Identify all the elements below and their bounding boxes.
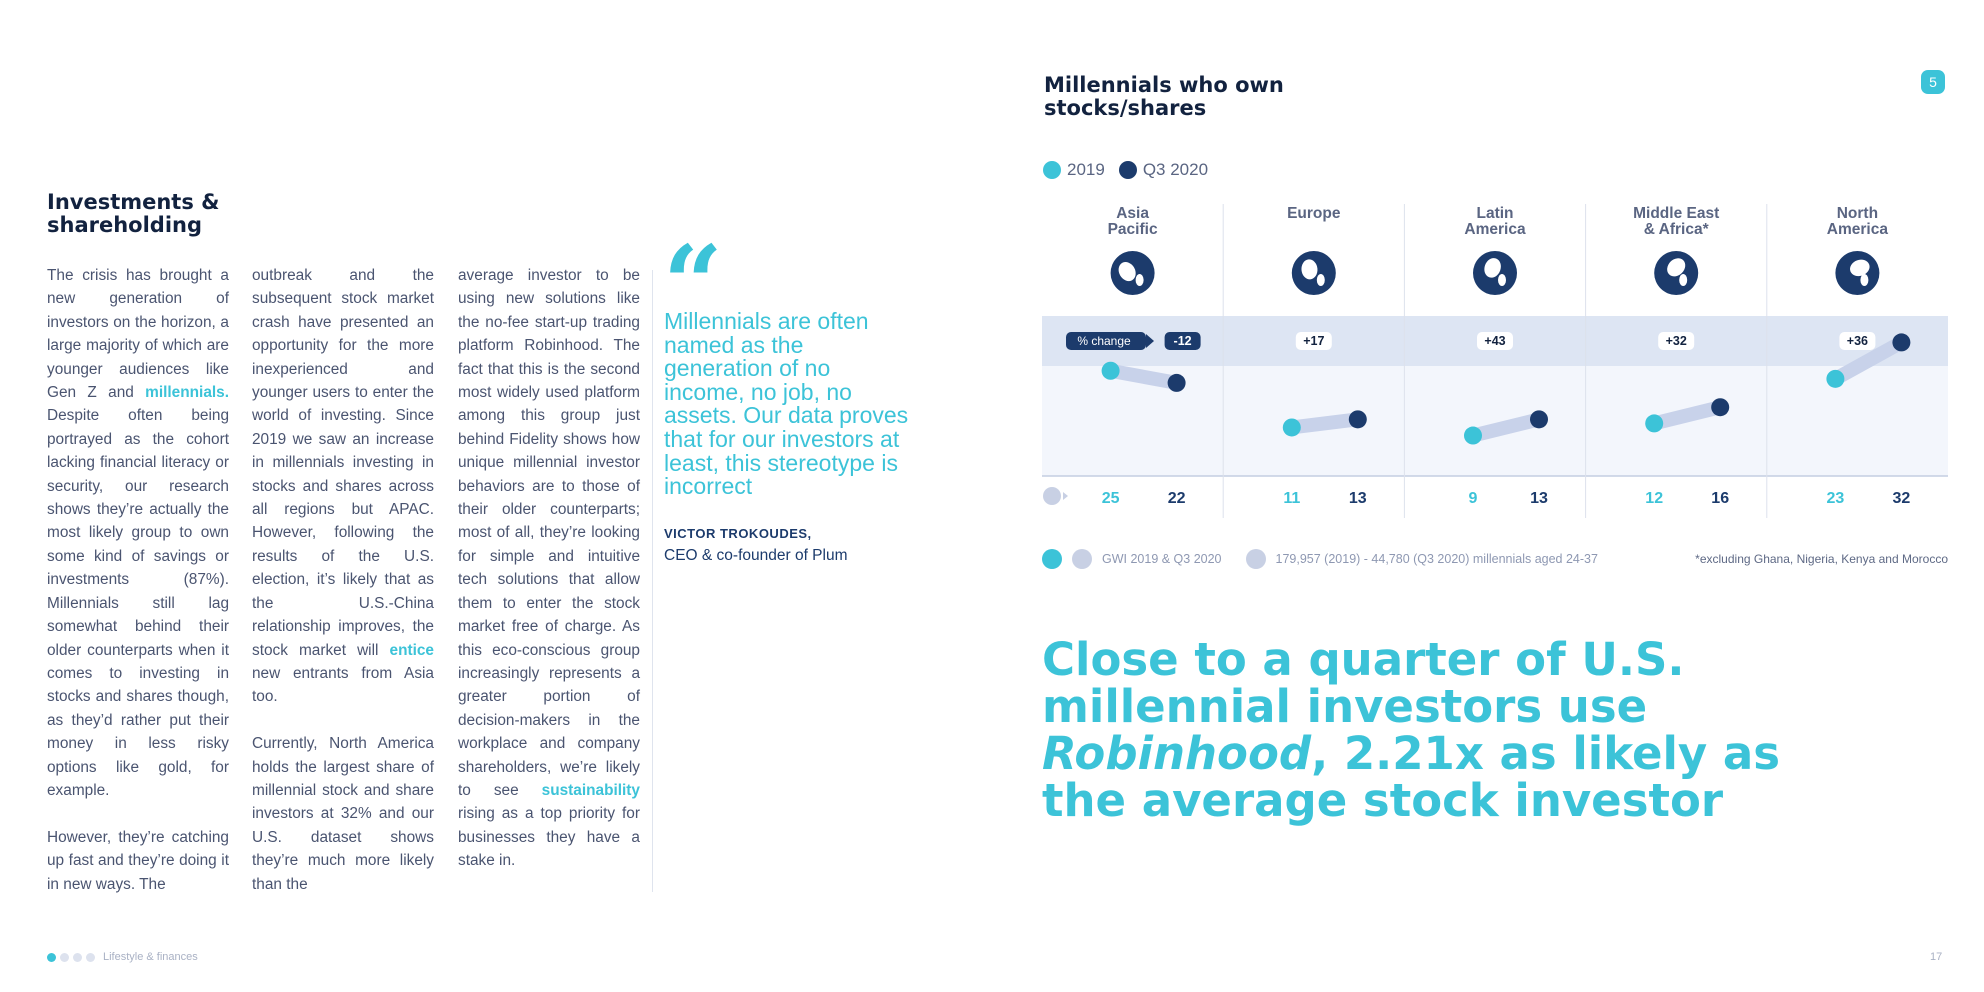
chart-notes [1042,549,1948,569]
region-label: Europe [1287,205,1341,222]
value-unit-icon [1043,487,1061,505]
body-column-1 [47,264,229,896]
continent-shape [1136,274,1144,286]
highlight-word: sustainability [541,781,640,799]
dumbbell-bar [1292,419,1358,427]
region-label: America [1826,221,1888,238]
text: The crisis has brought a new generation of investors on the horizon, a large majority of which are younger audiences like Gen Z and [47,267,229,402]
paragraph [458,264,640,873]
region-label: Latin [1476,205,1514,222]
paragraph [252,264,434,709]
body-column-3 [458,264,640,873]
progress-dot [73,953,82,962]
value-label-2019: 11 [1283,490,1301,507]
text: rising as a top priority for businesses they have a stake in. [458,805,640,870]
progress-dot [60,953,69,962]
point-q3-2020 [1892,333,1910,351]
base-text: 179,957 (2019) - 44,780 (Q3 2020) millennials aged 24-37 [1275,552,1598,566]
body-column-2 [252,264,434,896]
chart-legend [1043,160,1222,180]
value-label-q3-2020: 32 [1892,490,1911,507]
point-2019 [1283,418,1301,436]
change-value: +17 [1303,334,1325,348]
page-number: 17 [1930,951,1943,963]
region-label: America [1464,221,1526,238]
change-value: -12 [1173,334,1192,348]
point-q3-2020 [1711,398,1729,416]
point-2019 [1464,427,1482,445]
region-label: Middle East [1633,205,1720,222]
highlight-word: entice [389,641,434,659]
region-label: North [1836,205,1879,222]
value-label-q3-2020: 16 [1711,490,1730,507]
text: new entrants from Asia too. [252,664,434,706]
headline-part: Close to a quarter of U.S. millennial investors use [1042,633,1685,733]
legend-label: Q3 2020 [1142,160,1209,179]
text: Despite often being portrayed as the cohort lacking financial literacy or security, our research shows they’re actually the most likely group to own some kind of savings or investments (87%). Millennials still lag somewhat behind their older counterparts when it comes to investing in stocks and shares though, as they’d rather put their money in less risky options like gold, for example. [47,407,229,799]
value-label-2019: 25 [1101,490,1120,507]
point-2019 [1826,370,1844,388]
point-q3-2020 [1168,374,1186,392]
paragraph: However, they’re catching up fast and they’re doing it in new ways. The [47,828,229,893]
change-value: +36 [1846,334,1869,348]
source-text: GWI 2019 & Q3 2020 [1102,552,1222,566]
headline-part: , 2.21x as likely as the average stock investor [1042,727,1781,827]
continent-shape [1498,274,1506,286]
change-tag-label: % change [1077,334,1131,348]
value-label-q3-2020: 22 [1167,490,1186,507]
legend-label: 2019 [1067,160,1105,179]
info-icon [1042,549,1062,569]
highlight-word: millennials. [145,384,229,402]
region-label: & Africa* [1643,221,1709,238]
text: average investor to be using new solutions like the no-fee start-up trading platform Robinhood. The fact that this is the second most widely used platform among this group just behind Fidelity shows how unique millennial investor behaviors are to those of their older counterparts; most of all, they’re looking for simple and intuitive tech solutions that allow them to enter the stock market free of charge. As this eco-conscious group increasingly represents a greater portion of decision-makers in the workplace and company shareholders, we’re likely to see [458,267,640,799]
paragraph: Currently, North America holds the largest share of millennial stock and share investors at 32% and our U.S. dataset shows they’re much more likely than the [252,735,434,893]
progress-dot [86,953,95,962]
point-q3-2020 [1530,410,1548,428]
continent-shape [1860,274,1868,286]
value-label-q3-2020: 13 [1530,490,1548,507]
continent-shape [1317,274,1325,286]
footer-section-label: Lifestyle & finances [103,951,198,963]
point-q3-2020 [1349,410,1367,428]
quote-author-name: VICTOR TROKOUDES, [664,526,812,541]
text: outbreak and the subsequent stock market crash have presented an opportunity for the more inexperienced and younger users to enter the world of investing. Since 2019 we saw an increase in millennials investing in stocks and shares across all regions but APAC. However, following the results of the U.S. election, it’s likely that as the U.S.-China relationship improves, the stock market will [252,267,434,659]
value-label-q3-2020: 13 [1348,490,1367,507]
source-icon [1072,549,1092,569]
value-label-2019: 9 [1468,490,1478,507]
divider [652,270,653,892]
value-label-2019: 23 [1826,490,1845,507]
chart-title: Millennials who own stocks/shares [1044,73,1284,120]
headline-stat [1042,633,1802,827]
value-label-2019: 12 [1645,490,1664,507]
region-label: Pacific [1107,221,1158,238]
dumbbell-chart [1042,200,1948,520]
paragraph [47,264,229,802]
continent-shape [1679,274,1687,286]
change-value: +32 [1665,334,1687,348]
legend-item-2019 [1043,160,1105,180]
headline-brand: Robinhood [1042,727,1312,780]
base-icon [1246,549,1266,569]
quote-author-role: CEO & co-founder of Plum [664,547,848,564]
region-label: Asia [1116,205,1149,222]
point-2019 [1102,362,1120,380]
legend-swatch-q3-2020 [1119,161,1137,179]
footnote-text: *excluding Ghana, Nigeria, Kenya and Morocco [1695,552,1948,566]
legend-item-q3-2020 [1119,160,1208,180]
legend-swatch-2019 [1043,161,1061,179]
section-title: Investments & shareholding [47,190,220,237]
progress-dot [47,953,56,962]
chart-number-badge: 5 [1921,70,1945,94]
quote-mark-icon: “ [663,222,717,345]
change-value: +43 [1484,334,1506,348]
pull-quote: Millennials are often named as the generation of no income, no job, no assets. Our data proves that for our investors at least, this stereotype is incorrect [664,308,909,500]
value-unit-arrow-icon [1063,492,1068,500]
section-progress-dots [47,953,95,962]
point-2019 [1645,414,1663,432]
